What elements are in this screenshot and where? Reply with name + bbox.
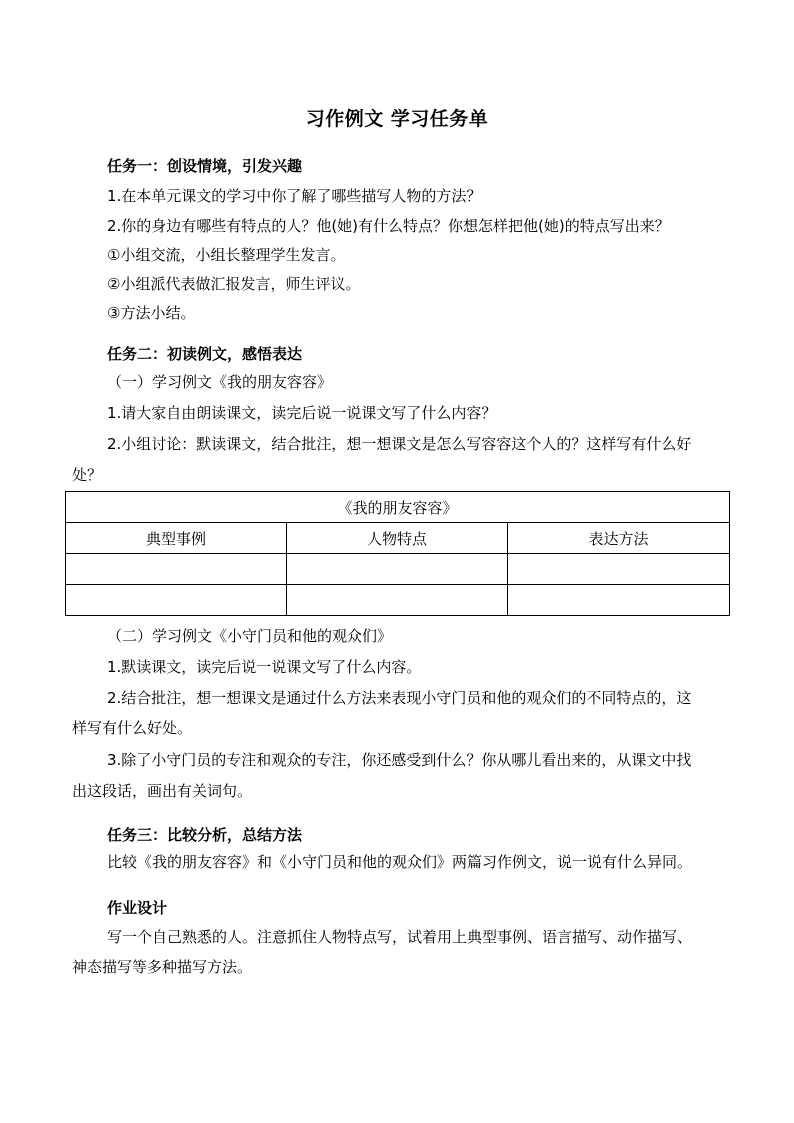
example-analysis-table — [65, 491, 730, 616]
table-row — [66, 585, 730, 616]
task1-step-3: ③方法小结。 — [107, 304, 196, 322]
homework-text-line1: 写一个自己熟悉的人。注意抓住人物特点写，试着用上典型事例、语言描写、动作描写、 — [107, 928, 693, 946]
table-cell[interactable] — [508, 585, 730, 616]
task2-heading: 任务二：初读例文，感悟表达 — [107, 345, 303, 363]
table-cell[interactable] — [66, 554, 287, 585]
table-caption: 《我的朋友容容》 — [66, 492, 730, 523]
table-cell[interactable] — [287, 554, 508, 585]
task1-step-1: ①小组交流，小组长整理学生发言。 — [107, 246, 346, 264]
task2-part2-item-2-line1: 2.结合批注，想一想课文是通过什么方法来表现小守门员和他的观众们的不同特点的，这 — [107, 689, 692, 707]
homework-heading: 作业设计 — [107, 899, 168, 917]
task2-part2-item-3-line1: 3.除了小守门员的专注和观众的专注，你还感受到什么？你从哪儿看出来的，从课文中找 — [107, 751, 692, 769]
task3-text: 比较《我的朋友容容》和《小守门员和他的观众们》两篇习作例文，说一说有什么异同。 — [107, 853, 693, 871]
task3-heading: 任务三：比较分析，总结方法 — [107, 826, 303, 844]
table-cell[interactable] — [66, 585, 287, 616]
table-header-row — [66, 523, 730, 554]
homework-text-line2: 神态描写等多种描写方法。 — [72, 958, 253, 976]
table-cell[interactable] — [287, 585, 508, 616]
task1-question-1: 1.在本单元课文的学习中你了解了哪些描写人物的方法？ — [107, 187, 482, 205]
table-header-cell: 人物特点 — [287, 523, 508, 554]
task2-part2-heading: （二）学习例文《小守门员和他的观众们》 — [107, 627, 393, 645]
task2-question-2-line1: 2.小组讨论：默读课文，结合批注，想一想课文是怎么写容容这个人的？这样写有什么好 — [107, 435, 692, 453]
page-title: 习作例文 学习任务单 — [305, 108, 489, 130]
table-header-cell: 表达方法 — [508, 523, 730, 554]
table-row — [66, 554, 730, 585]
task2-question-2-line2: 处？ — [72, 466, 103, 484]
table-cell[interactable] — [508, 554, 730, 585]
table-caption-row — [66, 492, 730, 523]
table-header-cell: 典型事例 — [66, 523, 287, 554]
task2-part2-item-2-line2: 样写有什么好处。 — [72, 719, 193, 737]
task2-part2-item-1: 1.默读课文，读完后说一说课文写了什么内容。 — [107, 658, 422, 676]
task1-heading: 任务一：创设情境，引发兴趣 — [107, 157, 303, 175]
task1-step-2: ②小组派代表做汇报发言，师生评议。 — [107, 275, 361, 293]
task1-question-2: 2.你的身边有哪些有特点的人？他(她)有什么特点？你想怎样把他(她)的特点写出来？ — [107, 217, 670, 235]
task2-part1-heading: （一）学习例文《我的朋友容容》 — [107, 373, 333, 391]
task2-part2-item-3-line2: 出这段话，画出有关词句。 — [72, 782, 253, 800]
task2-question-1: 1.请大家自由朗读课文，读完后说一说课文写了什么内容？ — [107, 404, 497, 422]
